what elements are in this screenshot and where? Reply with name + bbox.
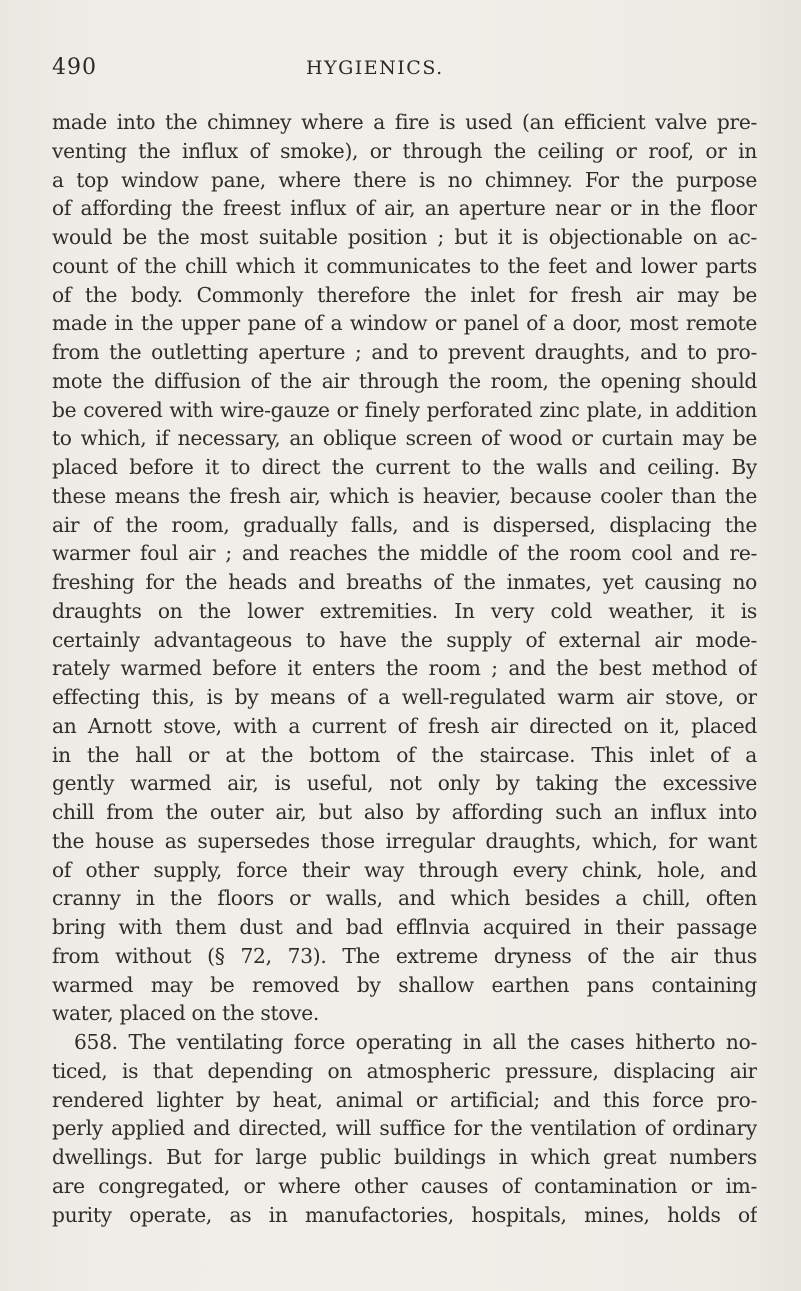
text-line: mote the diffusion of the air through the room, the opening should <box>52 368 757 393</box>
running-title: HYGIENICS. <box>306 57 444 79</box>
text-line: an Arnott stove, with a current of fresh air directed on it, placed <box>52 713 757 738</box>
text-line: bring with them dust and bad efflnvia acquired in their passage <box>52 915 757 939</box>
text-line: freshing for the heads and breaths of the inmates, yet causing no <box>52 570 757 594</box>
text-line: of affording the freest influx of air, an aperture near or in the floor <box>52 196 757 221</box>
text-line: these means the fresh air, which is heavier, because cooler than the <box>52 483 757 508</box>
text-line: would be the most suitable position ; but it is objectionable on ac- <box>52 225 757 249</box>
text-line: to which, if necessary, an oblique screen of wood or curtain may be <box>52 426 757 451</box>
text-line: rately warmed before it enters the room ; and the best method of <box>52 656 757 681</box>
text-line: cranny in the floors or walls, and which besides a chill, often <box>52 886 757 911</box>
text-line: from the outletting aperture ; and to prevent draughts, and to pro- <box>52 340 757 364</box>
text-line: perly applied and directed, will suffice for the ventilation of ordinary <box>52 1116 757 1141</box>
text-line: made into the chimney where a fire is used (an efficient valve pre- <box>52 110 757 134</box>
text-line: effecting this, is by means of a well-regulated warm air stove, or <box>52 685 757 709</box>
text-line: dwellings. But for large public buildings in which great numbers <box>52 1145 757 1169</box>
text-line: water, placed on the stove. <box>52 1001 319 1026</box>
text-line: made in the upper pane of a window or panel of a door, most remote <box>52 311 757 336</box>
text-line: draughts on the lower extremities. In very cold weather, it is <box>52 598 757 623</box>
page-header <box>52 55 752 89</box>
text-line: warmed may be removed by shallow earthen pans containing <box>52 972 757 997</box>
text-line: ticed, is that depending on atmospheric pressure, displacing air <box>52 1058 757 1083</box>
text-line: be covered with wire-gauze or finely perforated zinc plate, in addition <box>52 397 757 422</box>
text-line: of the body. Commonly therefore the inlet for fresh air may be <box>52 282 757 307</box>
text-line: warmer foul air ; and reaches the middle of the room cool and re- <box>52 541 757 566</box>
text-line: placed before it to direct the current to the walls and ceiling. By <box>52 455 757 479</box>
text-line: of other supply, force their way through every chink, hole, and <box>52 857 757 882</box>
text-line: air of the room, gradually falls, and is dispersed, displacing the <box>52 512 757 537</box>
text-line: rendered lighter by heat, animal or artificial; and this force pro- <box>52 1087 757 1112</box>
text-line: the house as supersedes those irregular draughts, which, for want <box>52 828 757 853</box>
text-line: purity operate, as in manufactories, hospitals, mines, holds of <box>52 1202 757 1227</box>
text-line: in the hall or at the bottom of the staircase. This inlet of a <box>52 742 757 767</box>
text-line: 658. The ventilating force operating in all the cases hitherto no- <box>74 1030 757 1054</box>
text-line: count of the chill which it communicates to the feet and lower parts <box>52 253 757 278</box>
page-number: 490 <box>52 55 97 80</box>
text-line: gently warmed air, is useful, not only by taking the excessive <box>52 771 757 796</box>
text-line: venting the influx of smoke), or through the ceiling or roof, or in <box>52 138 757 163</box>
text-line: from without (§ 72, 73). The extreme dryness of the air thus <box>52 943 757 968</box>
body-text <box>52 108 757 1229</box>
text-line: chill from the outer air, but also by affording such an influx into <box>52 800 757 824</box>
text-line: are congregated, or where other causes of contamination or im- <box>52 1173 757 1198</box>
text-line: a top window pane, where there is no chimney. For the purpose <box>52 167 757 192</box>
text-line: certainly advantageous to have the supply of external air mode- <box>52 627 757 652</box>
